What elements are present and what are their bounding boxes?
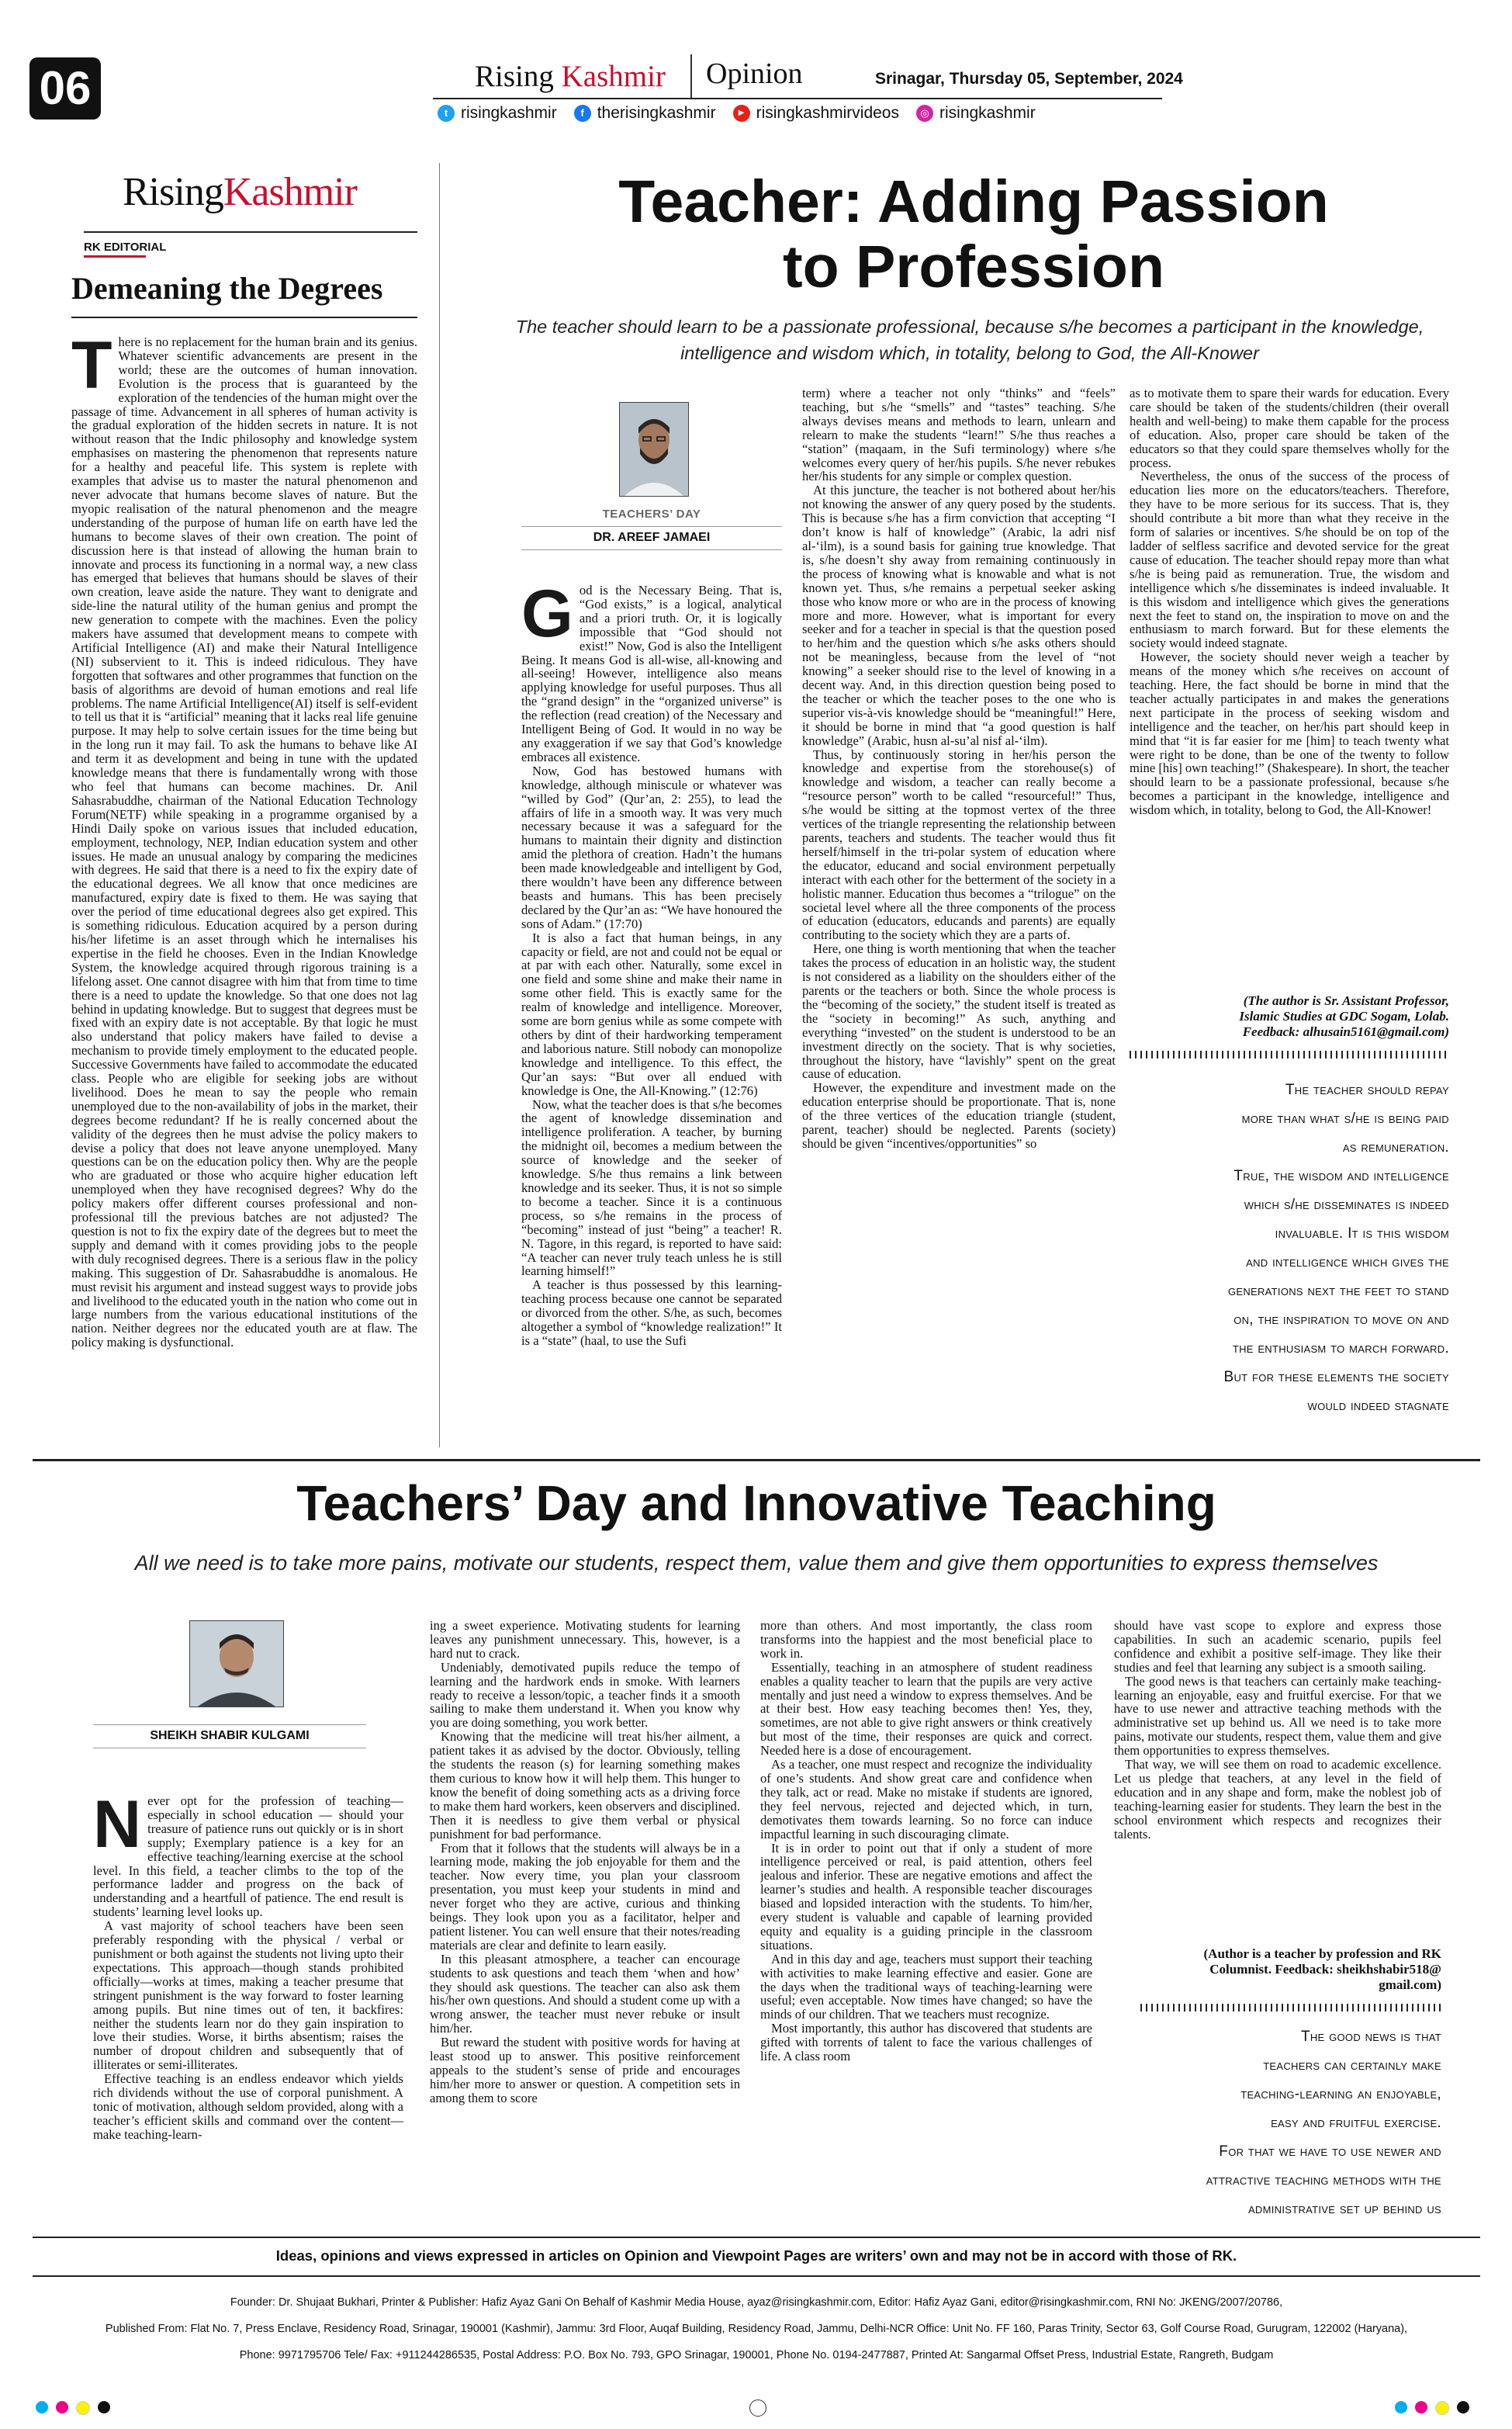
disclaimer-rule-bottom [33,2275,1480,2277]
pullquote-line: on, the inspiration to move on and [1233,1312,1449,1328]
instagram-icon: ◎ [916,105,933,122]
article2-paragraph: From that it follows that the students will always be in a learning mode, making the job enjoyable for them and the teacher. Now every time, you plan your classroom presentation, you must keep your students in mind and never forget who they are active, curious and thinking beings. They look upon you as a facilitator, helper and patient listener. You can well ensure that their notes/reading materials are clear and definite to learn easily. [430,1840,740,1953]
registration-mark-icon [76,2401,90,2415]
editorial-logo-rule [84,231,417,233]
pullquote-line: more than what s/he is being paid [1241,1111,1449,1127]
pullquote-line: teachers can certainly make [1263,2057,1441,2074]
author-portrait-icon [190,1621,283,1707]
article1-pullquote [1130,1076,1449,1420]
article1-paragraph: Here, one thing is worth mentioning that when the teacher takes the process of education in an holistic way, the student is not considered as a liability on the shoulders either of the parents or the teachers or both. Since the whole process is the “becoming of the society,” the student itself is treated as the “society in becoming!” As such, anything and everything “invested” on the student is understood to be an investment directly on the society. That is why societies, throughout the history, have “lavishly” spent on the great cause of education. [802,941,1116,1082]
author-portrait-icon [620,403,688,496]
disclaimer-rule-top [33,2237,1480,2238]
pullquote-line: The teacher should repay [1285,1082,1449,1098]
social-instagram-handle: risingkashmir [939,104,1036,122]
article2-paragraph: The good news is that teachers can certainly make teaching-learning an enjoyable, easy and fruitful exercise. For that we have to use newer and attractive teaching methods with the administrative set up behind us. All we need is to take more pains, motivate our students, respect them, value them and give them opportunities to express themselves. [1114,1673,1441,1759]
article1-column-2 [802,386,1116,1453]
article2-paragraph: Effective teaching is an endless endeavor which yields rich dividends without the use of corporal punishment. A tonic of motivation, although seldom provided, along with a teacher’s efficient skills and command over the content— make teaching-learn- [93,2071,403,2142]
article1-paragraph: Now, God has bestowed humans with knowledge, although miniscule or whatever was “willed by God” (Qur’an, 2: 255), to lead the affairs of life in a smooth way. It was very much necessary because it was a safeguard for the humans to maintain their dignity and distinction amid the plethora of creation. Hadn’t the humans been made knowledgeable and intelligent by God, there wouldn’t have been any difference between beasts and humans. This has been precisely declared by the Qur’an as: “We have honoured the sons of Adam.” (17:70) [521,763,782,931]
article2-author-note-line: Columnist. Feedback: sheikhshabir518@ [1209,1962,1441,1977]
article2-paragraph: As a teacher, one must respect and recognize the individuality of one’s students. And show great care and confidence when they talk, act or read. Make no mistake if students are ignored, they feel nervous, rejected and dejected which, in turn, demotivates them towards learning. So no force can induce impactful learning in such discouraging climate. [760,1757,1092,1842]
pullquote-line: would indeed stagnate [1307,1398,1449,1414]
registration-mark-icon [36,2401,48,2413]
article2-author-photo [189,1620,284,1707]
registration-mark-icon [98,2401,110,2413]
article1-pullquote-rule [1130,1051,1449,1059]
article1-paragraph: However, the expenditure and investment made on the education enterprise should be proportionate. That is, none of the three vertices of the education triangle (student, parent, teacher) should be neglected. Parents (society) should be given “incentives/opportunities” so [802,1080,1116,1151]
pullquote-line: True, the wisdom and intelligence [1233,1168,1449,1184]
article2-column-4 [1114,1619,1441,1943]
editorial-tag: RK EDITORIAL [84,241,167,254]
article2-paragraph: should have vast scope to explore and express those capabilities. In such an academic scenario, pupils feel confidence and exhibit a positive self-image. They like their studies and feel that learning any subject is a smooth sailing. [1114,1619,1441,1675]
social-facebook-handle: therisingkashmir [597,104,716,122]
social-twitter-handle: risingkashmir [461,104,557,122]
article1-byline-rule-bottom [521,549,782,550]
header-rule [433,98,1162,99]
editorial-dropcap: T [71,335,112,403]
article2-author-note [1114,1946,1441,1993]
article1-paragraph: At this juncture, the teacher is not bothered about her/his not knowing the answer of any query posed by the students. This is because s/he has a firm conviction that accepting “I don’t know is half of knowledge” (Arabic, la adri nisf al-‘ilm), is a sound basis for gaining true knowledge. That is, s/he doesn’t shy away from remaining continuously in the process of knowing what is knowable and what is not known yet. Thus, s/he remains a perpetual seeker asking those who know more or who are in the process of knowing more and more. However, what is important for every seeker and for a teacher in special is that the question posed to her/him and the question which s/he asks others should not be meaningless, because from the level of “not knowing” a seeker should rise to the level of knowing in a decent way. And, in this direction question being posed to the teacher or which the teacher poses to the one who is superior vis-à-vis knowledge should be “meaningful!” Here, it should be borne in mind that “a good question is half knowledge” (Arabic, husn al-su’al nisf al-‘ilm). [802,483,1116,748]
pullquote-line: generations next the feet to stand [1227,1283,1449,1299]
masthead-divider [690,54,692,98]
article2-standfirst: All we need is to take more pains, motivate our students, respect them, value them and give them opportunities to express themselves [134,1551,1379,1575]
facebook-icon: f [574,105,591,122]
imprint-line: Published From: Flat No. 7, Press Enclave, Residency Road, Srinagar, 190001 (Kashmir), Jammu: 3rd Floor, Auqaf Building, Residency Road, Jammu, Delhi-NCR Office: Unit No. FF 160, Paras Trinity, Sector 63, Golf Course Road, Gurugram, 122002 (Haryana), [105,2323,1408,2335]
pullquote-line: teaching-learning an enjoyable, [1240,2086,1441,2102]
editorial-logo [123,169,357,216]
article2-paragraph: Most importantly, this author has discovered that students are gifted with torrents of talent to face the various challenges of life. A class room [760,2021,1092,2064]
editorial-paragraph: here is no replacement for the human brain and its genius. Whatever scientific advancements are present in the world; these are the outcomes of human innovation. Evolution is the process that is guaranteed by the exploration of the tendencies of the human might over the passage of time. Advancement in all spheres of human activity is the gradual exploration of the hidden secrets in nature. It is not without reason that the Indic philosophy and knowledge system emphasises on mastering the phenomenon that represents nature for a healthy and peaceful life. This system is replete with examples that advise us to master the natural phenomenon and never advocate that humans become slaves of nature. But the myopic realisation of the natural phenomenon and the meagre understanding of the purpose of human life on earth have led the humans to become slaves of their own creation. The point of discussion here is that instead of allowing the human brain to innovate and process its functioning in a normal way, a new class has emerged that believes that humans should be slaves of their own creation, leave aside the nature. They want to denigrate and side-line the natural utility of the human genius and prompt the new generation to compete with the machines. Even the policy makers have assumed that development means to compete with Artificial Intelligence (AI) and make their Natural Intelligence (NI) subservient to it. This is indeed ridiculous. They have forgotten that softwares and other programmes that function on the basis of algorithms are devoid of human emotions and real life problems. The name Artificial Intelligence(AI) itself is self-evident to tell us that it is “artificial” meaning that it lacks real life genuine purpose. It may help to solve certain issues for the time being but in the long run it may fail. To ask the humans to behave like AI and term it as development and being in tune with the updated knowledge means that there is fundamentally wrong with those who feel that humans can become machines. Dr. Anil Sahasrabuddhe, chairman of the National Education Technology Forum(NETF) while speaking in a programme organised by a Hindi Daily spoke on various issues that included education, employment, technology, NEP, Indian education system and other issues. He made an unusual analogy by comparing the medicines with degrees. He said that there is a need to fix the expiry date of the educational degrees. We all know that once medicines are manufactured, expiry date is fixed to them. He was saying that over the period of time educational degrees also get expired. This is something ridiculous. Education acquired by a person during his/her lifetime is an asset through which he internalises his expertise in the field he chooses. Even in the Indian Knowledge System, the knowledge acquired through rigorous training is a lifelong asset. One cannot disagree with him that from time to time there is a need to update the knowledge. So that one does not lag behind in updating knowledge. But to suggest that degrees must be fixed with an expiry date is not acceptable. By that logic he must also understand that policy makers have failed to devise a mechanism to provide timely employment to the educated people. Successive Governments have failed to accommodate the educated class. People who are eligible for seeking jobs are without livelihood. Does he mean to say the people who remain unemployed due to the non-availability of jobs in the market, their degrees become redundant? If he is really concerned about the validity of the degrees then he must advise the policy makers to devise a policy that does not leave anyone unemployed. Many questions can be on the education policy then. Why are the people who are graduated or those who acquire higher education left unemployed when they have recognised degrees? Why do the policy makers offer different courses professional and non-professional till the previous batches are not adjusted? The question is not to fix the expiry date of the degrees but to meet the supply and demand with it comes providing jobs to the people with duly recognised degrees. There is a serious flaw in the policy making. This suggestion of Dr. Sahasrabuddhe is anomalous. He must revisit his argument and instead suggest ways to provide jobs and livelihood to the educated youth in the nation who come out in large numbers from the various educational institutions of the nation. Neither degrees nor the educated youth are at flaw. The policy making is dysfunctional. [71,335,417,1350]
pullquote-line: which s/he disseminates is indeed [1244,1197,1449,1213]
imprint-line: Phone: 9971795706 Tele/ Fax: +911244286535, Postal Address: P.O. Box No. 793, GPO Srinagar, 190001, Phone No. 0194-2477887, Printed At: Sangarmal Offset Press, Industrial Estate, Rangreth, Budgam [239,2349,1274,2361]
social-youtube-handle: risingkashmirvideos [756,104,899,122]
pullquote-line: invaluable. It is this wisdom [1275,1225,1449,1242]
article1-paragraph: Now, what the teacher does is that s/he becomes the agent of knowledge dissemination and intelligence proliferation. A teacher, by burning the midnight oil, becomes a medium between the source of knowledge and the seeker of knowledge. S/he thus remains a link between knowledge and its seeker. Thus, it is not so simple to become a teacher. Since it is a continuous process, so s/he remains in the process of “becoming” instead of just “being” a teacher! R. N. Tagore, in this regard, is reported to have said: “A teacher can never truly teach unless he is still learning himself!” [521,1097,782,1279]
disclaimer: Ideas, opinions and views expressed in articles on Opinion and Viewpoint Pages are writers’ own and may not be in accord with those of RK. [275,2247,1237,2264]
page-number-box: 06 [29,57,101,120]
pullquote-line: as remuneration. [1342,1139,1449,1156]
imprint [33,2289,1480,2368]
article2-column-2 [430,1619,740,2219]
social-youtube[interactable] [733,104,899,123]
article1-headline-line1: Teacher: Adding Passion [618,168,1329,235]
article2-paragraph: ing a sweet experience. Motivating students for learning leaves any punishment unnecessary. This, however, is a hard nut to crack. [430,1619,740,1661]
article1-column-3 [1130,386,1449,972]
pullquote-line: For that we have to use newer and [1219,2143,1441,2160]
registration-crosshair-icon [749,2400,766,2417]
youtube-icon: ▶ [733,105,750,122]
article2-paragraph: Knowing that the medicine will treat his/her ailment, a patient takes it as advised by the doctor. Obviously, telling the students the reason (s) for learning something makes them curious to know how it will help them. This hunger to know the benefit of doing something acts as a driving force to make them hard workers, keen observers and disciplined. Then it is needless to give them verbal or physical punishment for bad performance. [430,1729,740,1842]
article1-paragraph: as to motivate them to spare their wards for education. Every care should be taken of the students/children (their overall health and well-being) to make them capable for the process of education. Also, proper care should be taken of the educators so that they could spare themselves wholly for the process. [1130,386,1449,470]
editorial-title-rule [71,317,417,318]
article1-paragraph: od is the Necessary Being. That is, “God exists,” is a logical, analytical and a priori truth. Or, it is logically impossible that “God should not exist!” Now, God is also the Intelligent Being. It means God is all-wise, all-knowing and all-seeing! However, intelligence also means applying knowledge for useful purposes. Thus all the “grand design” in the “organized universe” is the reflection (read creation) of the Necessary and Intelligent Being of God. It would in no way be any exaggeration if we say that God’s knowledge embraces all existence. [521,584,782,764]
article2-headline: Teachers’ Day and Innovative Teaching [296,1475,1216,1531]
article1-paragraph: Thus, by continuously storing in her/his person the knowledge and expertise from the storehouse(s) of knowledge and wisdom, a teacher can really become a “resource person” worth to be called “resourceful!” Thus, s/he would be sitting at the topmost vertex of the three vertices of the triangle representing the relationship between parents, teachers and students. The teacher would thus fit herself/himself in the tri-polar system of education where the educator, educand and social environment perpetually interact with each other for the betterment of the society in a holistic manner. Education thus becomes a “trilogue” on the societal level where all the three components of the process of education (educators, educands and parents) are equally contributing to the society which they are a parts of. [802,747,1116,943]
article2-pullquote [1114,2022,1441,2223]
masthead-rising: Rising [475,60,554,93]
registration-mark-icon [1457,2401,1469,2413]
article2-paragraph: more than others. And most importantly, the class room transforms into the happiest and the most beneficial place to work in. [760,1619,1092,1661]
registration-mark-icon [56,2401,68,2413]
article2-paragraph: Undeniably, demotivated pupils reduce the tempo of learning and the hardwork ends in smoke. With learners ready to receive a lesson/topic, a teacher finds it a smooth sailing to make them understand it. When you know why you are doing something, you work better. [430,1659,740,1731]
section-divider [33,1459,1480,1461]
article1-author-note [1130,993,1449,1040]
article1-paragraph: It is also a fact that human beings, in any capacity or field, are not and could not be equal or at par with each other. Naturally, some excel in one field and some shine and make their name in some other field. This is exactly same for the realm of knowledge and intelligence. Moreover, some are born genius while as some compete with others by dint of their hardworking temperament and laborious nature. Still nobody can monopolize knowledge and intelligence. To this effect, the Qur’an says: “But over all endued with knowledge is One, the All-Knowing.” (12:76) [521,930,782,1098]
registration-mark-icon [1415,2401,1427,2413]
article1-paragraph: term) where a teacher not only “thinks” and “feels” teaching, but s/he “smells” and “tastes” teaching. S/he always devises means and methods to learn, unlearn and relearn to make the students “learn!” S/he thus reaches a “station” (maqaam, in the Sufi terminology) where s/he welcomes every query of her/his pupils. S/he never rebukes her/his students for any simple or complex question. [802,386,1116,484]
registration-mark-icon [1435,2401,1449,2415]
twitter-icon: t [438,105,455,122]
article1-byline: DR. AREEF JAMAEI [593,531,711,544]
article1-column-label: TEACHERS’ DAY [602,508,701,521]
article2-paragraph: Essentially, teaching in an atmosphere of student readiness enables a quality teacher to learn that the pupils are very active mentally and just need a window to express themselves. And be at their best. How easy teaching becomes then! Yes, they, sometimes, are not able to give right answers or think creatively but most of the time, their responses are quick and correct. Needed here is a dose of encouragement. [760,1659,1092,1759]
article1-headline [465,169,1482,300]
article1-author-note-line: Feedback: alhusain5161@gmail.com) [1242,1024,1449,1039]
pullquote-line: the enthusiasm to march forward. [1232,1340,1449,1357]
registration-mark-icon [1395,2401,1407,2413]
social-facebook[interactable] [574,104,716,123]
article1-author-photo [619,402,689,497]
editorial-body [71,335,417,1450]
editorial-title: Demeaning the Degrees [71,271,383,306]
article2-paragraph: But reward the student with positive words for having at least stood up to answer. This positive reinforcement appeals to the student’s sense of pride and encourages him/her more to answer or question. A competition sets in among them to score [430,2035,740,2105]
pullquote-line: But for these elements the society [1223,1369,1449,1385]
pullquote-line: The good news is that [1300,2029,1441,2045]
article2-byline: SHEIKH SHABIR KULGAMI [150,1729,310,1742]
article2-paragraph: ever opt for the profession of teaching—especially in school education — should your treasure of patience runs out quickly or is in short supply; Exemplary patience is a key for an effective teaching/learning exercise at the school level. In this field, a teacher climbs to the top of the performance ladder and progress on the back of understanding and a heartfull of patience. The end result is students’ learning level looks up. [93,1794,403,1920]
registration-bar-left [36,2401,110,2415]
article2-paragraph: In this pleasant atmosphere, a teacher can encourage students to ask questions and teach them ‘when and how’ they should ask questions. The teacher can also ask them his/her own questions. And should a student come up with a wrong answer, the teacher must never rebuke or insult him/her. [430,1951,740,2036]
article1-paragraph: Nevertheless, the onus of the success of the process of education lies more on the educators/teachers. Therefore, they have to be more serious for its success. That is, they should contribute a bit more than what they receive in the form of salaries or incentives. S/he should be on top of the ladder of selfless sacrifice and devoted service for the great cause of education. The teacher should repay more than what s/he is being paid as remuneration. True, the wisdom and intelligence which s/he disseminates is indeed invaluable. It is this wisdom and intelligence which gives the generations next the feet to stand on, the inspiration to move on and the enthusiasm to march forward. But for these elements the society would indeed stagnate. [1130,469,1449,651]
article1-standfirst: The teacher should learn to be a passionate professional, because s/he becomes a participant in the knowledge, intelligence and wisdom which, in totality, belong to God, the All-Knower [515,317,1424,363]
article1-column-1 [521,584,782,1453]
pullquote-line: easy and fruitful exercise. [1271,2115,1441,2131]
article2-author-note-line: (Author is a teacher by profession and RK [1203,1946,1441,1961]
article2-paragraph: A vast majority of school teachers have been seen preferably responding with the physical / verbal or punishment or both against the students not living upto their expectations. This approach—though stands prohibited officially—works at times, making a teacher presume that stringent punishment is the way forward to foster learning among pupils. But nine times out of ten, it backfires: neither the students learn nor do they gain inspiration to love their studies. Worse, it births absentism; raises the number of dropout children and subsequently that of illiterates or semi-illiterates. [93,1918,403,2073]
article2-paragraph: And in this day and age, teachers must support their teaching with activities to make learning effective and easier. Gone are the days when the traditional ways of teaching-learning were useful; even acceptable. Now times have changed; so have the minds of our children. That we teachers must recognize. [760,1951,1092,2022]
article2-author-note-line: gmail.com) [1379,1977,1441,1992]
article2-paragraph: That way, we will see them on road to academic excellence. Let us pledge that teachers, at any level in the field of education and in any shape and form, make the noblest job of teaching-learning easier for students. They learn the best in the school environment which respects and recognizes their talents. [1114,1757,1441,1842]
article2-column-1 [93,1794,403,2219]
editorial-logo-kashmir: Kashmir [223,170,357,214]
pullquote-line: administrative set up behind us [1247,2201,1441,2217]
editorial-tag-underline [84,255,146,258]
editorial-logo-rising: Rising [123,170,223,214]
article1-author-note-line: Islamic Studies at GDC Sogam, Lolab. [1239,1009,1449,1024]
article2-byline-rule-top [93,1724,366,1725]
masthead-kashmir: Kashmir [561,60,666,93]
pullquote-line: and intelligence which gives the [1246,1254,1449,1270]
article1-headline-line2: to Profession [782,234,1164,300]
dateline: Srinagar, Thursday 05, September, 2024 [875,70,1183,88]
social-twitter[interactable] [438,104,557,123]
registration-bar-right [1395,2401,1469,2415]
pullquote-line: attractive teaching methods with the [1206,2172,1441,2188]
article1-paragraph: A teacher is thus possessed by this learning-teaching process because one cannot be separated or divorced from the other. S/he, as such, becomes altogether a symbol of “knowledge realization!” It is a “state” (haal, to use the Sufi [521,1277,782,1348]
social-bar [438,101,1053,126]
masthead-logo [475,59,666,95]
article1-paragraph: However, the society should never weigh a teacher by means of the money which s/he receives on account of teaching. Here, the fact should be borne in mind that the teacher actually participates in and makes the generations next participate in the process of seeking wisdom and intelligence and the teacher, on her/his part should keep in mind that “it is far easier for me [him] to teach twenty what were right to be done, than be one of the twenty to follow mine [his] own teaching!” (Shakespeare). In short, the teacher should learn to be a passionate professional, because s/he becomes a participant in the knowledge, intelligence and wisdom which, in totality, belong to God, the All-Knower! [1130,650,1449,818]
section-name: Opinion [706,57,803,90]
imprint-line: Founder: Dr. Shujaat Bukhari, Printer & Publisher: Hafiz Ayaz Gani On Behalf of Kashmir Media House, ayaz@risingkashmir.com, Editor: Hafiz Ayaz Gani, editor@risingkashmir.com, RNI No: JKENG/2007/20786, [230,2296,1283,2309]
article2-pullquote-rule [1140,2004,1441,2011]
social-instagram[interactable] [916,104,1036,123]
article2-paragraph: It is in order to point out that if only a student of more intelligence perceived or real, is paid attention, others feel jealous and inferior. These are negative emotions and affect the learner’s studies and health. A responsible teacher discourages biased and lopsided interaction with the students. To him/her, every student is valuable and capable of learning provided equity and equality is a guiding principle in the classroom situations. [760,1840,1092,1953]
article1-author-note-line: (The author is Sr. Assistant Professor, [1243,993,1449,1008]
article1-byline-rule-top [521,526,782,527]
article2-column-3 [760,1619,1092,2219]
article2-dropcap: N [93,1794,142,1862]
article1-dropcap: G [521,584,573,651]
column-divider [439,163,440,1447]
